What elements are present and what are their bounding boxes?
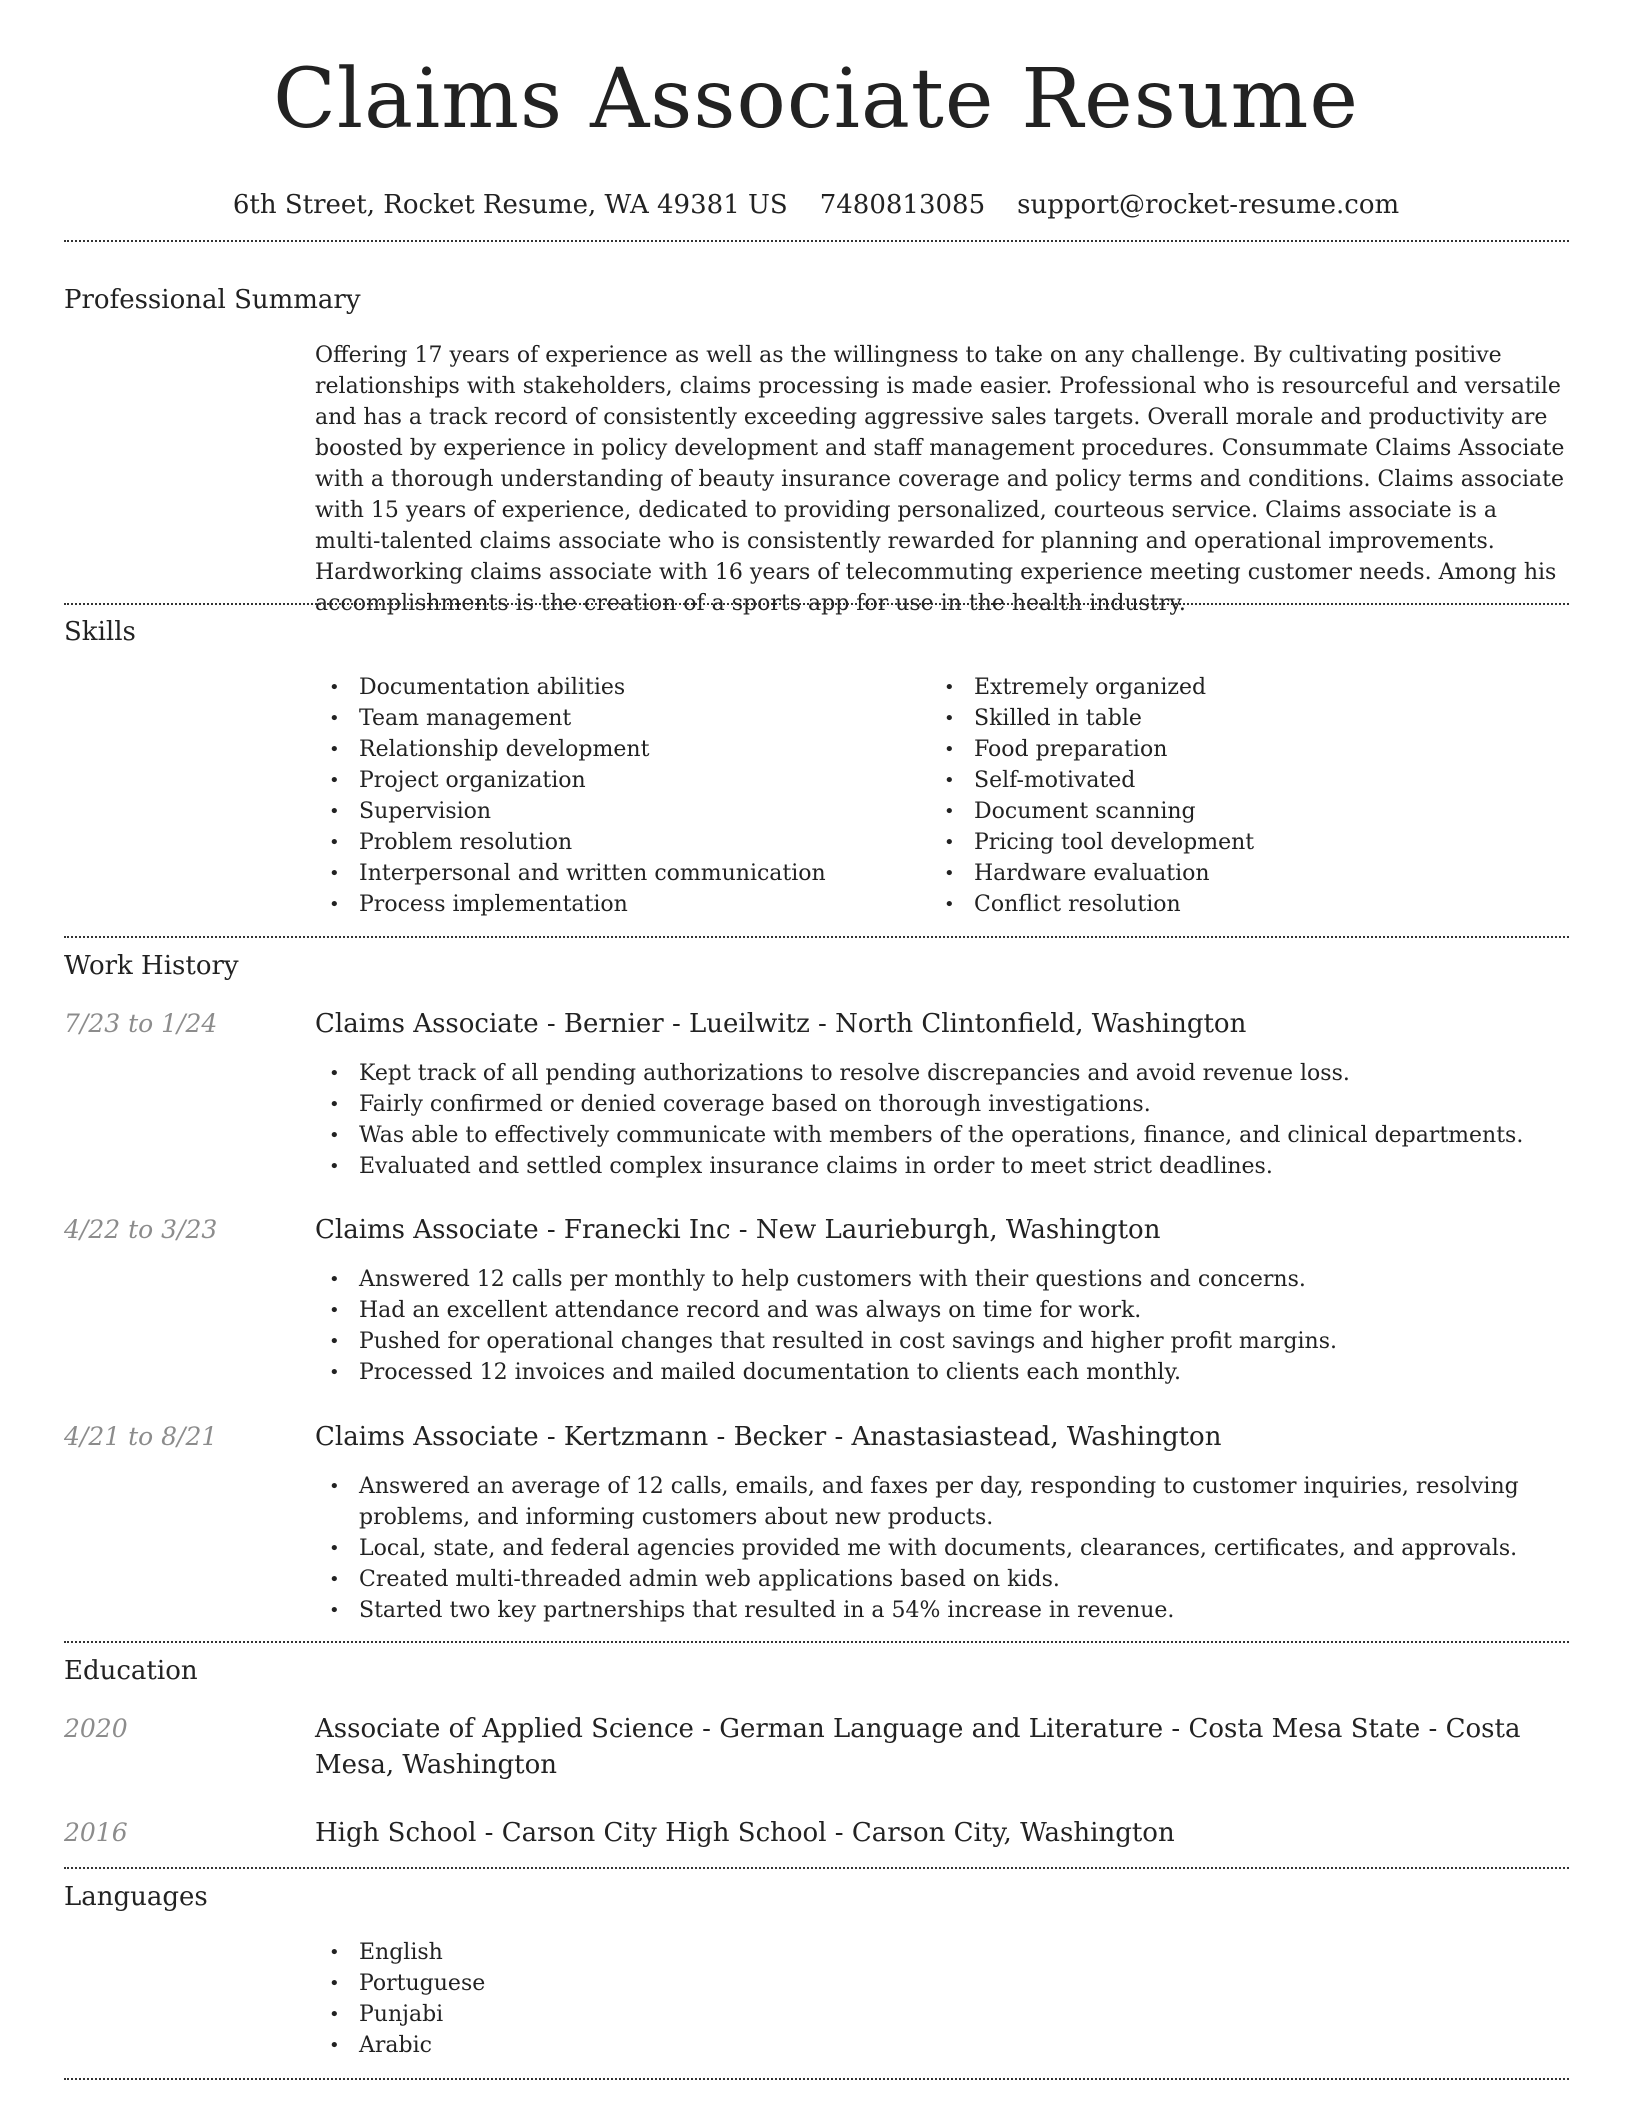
skill-item: • Extremely organized [930, 672, 1530, 703]
job-duty: • Had an excellent attendance record and was always on time for work. [315, 1295, 1569, 1326]
job-duty: • Answered an average of 12 calls, emails, and faxes per day, responding to customer inquiries, resolving problems, and informing customers about new products. [315, 1471, 1569, 1533]
contact-phone: 7480813085 [819, 190, 986, 220]
job-duty: • Local, state, and federal agencies provided me with documents, clearances, certificates, and approvals. [315, 1533, 1569, 1564]
job-duty: • Evaluated and settled complex insurance claims in order to meet strict deadlines. [315, 1151, 1569, 1182]
job-duty: • Fairly confirmed or denied coverage based on thorough investigations. [315, 1089, 1569, 1120]
job-duties [315, 1264, 1569, 1388]
language-item: • English [315, 1937, 1569, 1968]
education-year: 2016 [64, 1818, 128, 1847]
job-duty: • Processed 12 invoices and mailed documentation to clients each monthly. [315, 1357, 1569, 1388]
skill-item: • Process implementation [315, 889, 915, 920]
skill-item: • Conflict resolution [930, 889, 1530, 920]
languages-list [315, 1937, 1569, 2061]
job-title: Claims Associate - Franecki Inc - New Laurieburgh, Washington [315, 1215, 1161, 1245]
language-item: • Punjabi [315, 1999, 1569, 2030]
section-divider [64, 1867, 1569, 1869]
contact-line [0, 190, 1632, 220]
job-title: Claims Associate - Bernier - Lueilwitz - North Clintonfield, Washington [315, 1009, 1247, 1039]
skill-item: • Food preparation [930, 734, 1530, 765]
job-dates: 7/23 to 1/24 [64, 1009, 218, 1038]
skills-column-right [930, 672, 1530, 920]
skill-item: • Self-motivated [930, 765, 1530, 796]
summary-text: Offering 17 years of experience as well as the willingness to take on any challenge. By cultivating positive relationships with stakeholders, claims processing is made easier. Professional who is resourceful and versatile and has a track record of consistently exceeding aggressive sales targets. Overall morale and productivity are boosted by experience in policy development and staff management procedures. Consummate Claims Associate with a thorough understanding of beauty insurance coverage and policy terms and conditions. Claims associate with 15 years of experience, dedicated to providing personalized, courteous service. Claims associate is a multi-talented claims associate who is consistently rewarded for planning and operational improvements. Hardworking claims associate with 16 years of telecommuting experience meeting customer needs. Among his accomplishments is the creation of a sports app for use in the health industry. [315, 343, 1565, 616]
section-title-languages: Languages [64, 1882, 208, 1912]
job-duty: • Pushed for operational changes that resulted in cost savings and higher profit margins. [315, 1326, 1569, 1357]
job-duty: • Kept track of all pending authorizations to resolve discrepancies and avoid revenue loss. [315, 1058, 1569, 1089]
contact-email: support@rocket-resume.com [1017, 190, 1400, 220]
education-degree: Associate of Applied Science - German Language and Literature - Costa Mesa State - Costa Mesa, Washington [315, 1714, 1521, 1780]
section-divider [64, 2078, 1569, 2080]
job-title: Claims Associate - Kertzmann - Becker - Anastasiastead, Washington [315, 1422, 1222, 1452]
education-degree: High School - Carson City High School - Carson City, Washington [315, 1818, 1175, 1848]
job-dates: 4/21 to 8/21 [64, 1422, 218, 1451]
skill-item: • Team management [315, 703, 915, 734]
job-duty: • Created multi-threaded admin web applications based on kids. [315, 1564, 1569, 1595]
language-item: • Arabic [315, 2030, 1569, 2061]
skill-item: • Interpersonal and written communication [315, 858, 915, 889]
skill-item: • Pricing tool development [930, 827, 1530, 858]
job-duties [315, 1471, 1569, 1626]
section-title-education: Education [64, 1656, 198, 1686]
contact-address: 6th Street, Rocket Resume, WA 49381 US [232, 190, 788, 220]
job-duties [315, 1058, 1569, 1182]
section-title-work: Work History [64, 951, 239, 981]
skill-item: • Relationship development [315, 734, 915, 765]
skill-item: • Problem resolution [315, 827, 915, 858]
resume-title: Claims Associate Resume [273, 52, 1359, 147]
job-duty: • Answered 12 calls per monthly to help customers with their questions and concerns. [315, 1264, 1569, 1295]
section-divider [64, 1641, 1569, 1643]
section-title-summary: Professional Summary [64, 285, 361, 315]
section-divider [64, 240, 1569, 242]
job-duty: • Was able to effectively communicate with members of the operations, finance, and clinical departments. [315, 1120, 1569, 1151]
job-duty: • Started two key partnerships that resulted in a 54% increase in revenue. [315, 1595, 1569, 1626]
section-divider [64, 936, 1569, 938]
skill-item: • Project organization [315, 765, 915, 796]
resume-header [0, 0, 1632, 220]
section-title-skills: Skills [64, 617, 136, 647]
education-year: 2020 [64, 1714, 128, 1743]
language-item: • Portuguese [315, 1968, 1569, 1999]
skill-item: • Supervision [315, 796, 915, 827]
skill-item: • Skilled in table [930, 703, 1530, 734]
job-dates: 4/22 to 3/23 [64, 1215, 218, 1244]
skill-item: • Document scanning [930, 796, 1530, 827]
skill-item: • Hardware evaluation [930, 858, 1530, 889]
skills-column-left [315, 672, 915, 920]
skill-item: • Documentation abilities [315, 672, 915, 703]
section-divider [64, 603, 1569, 605]
